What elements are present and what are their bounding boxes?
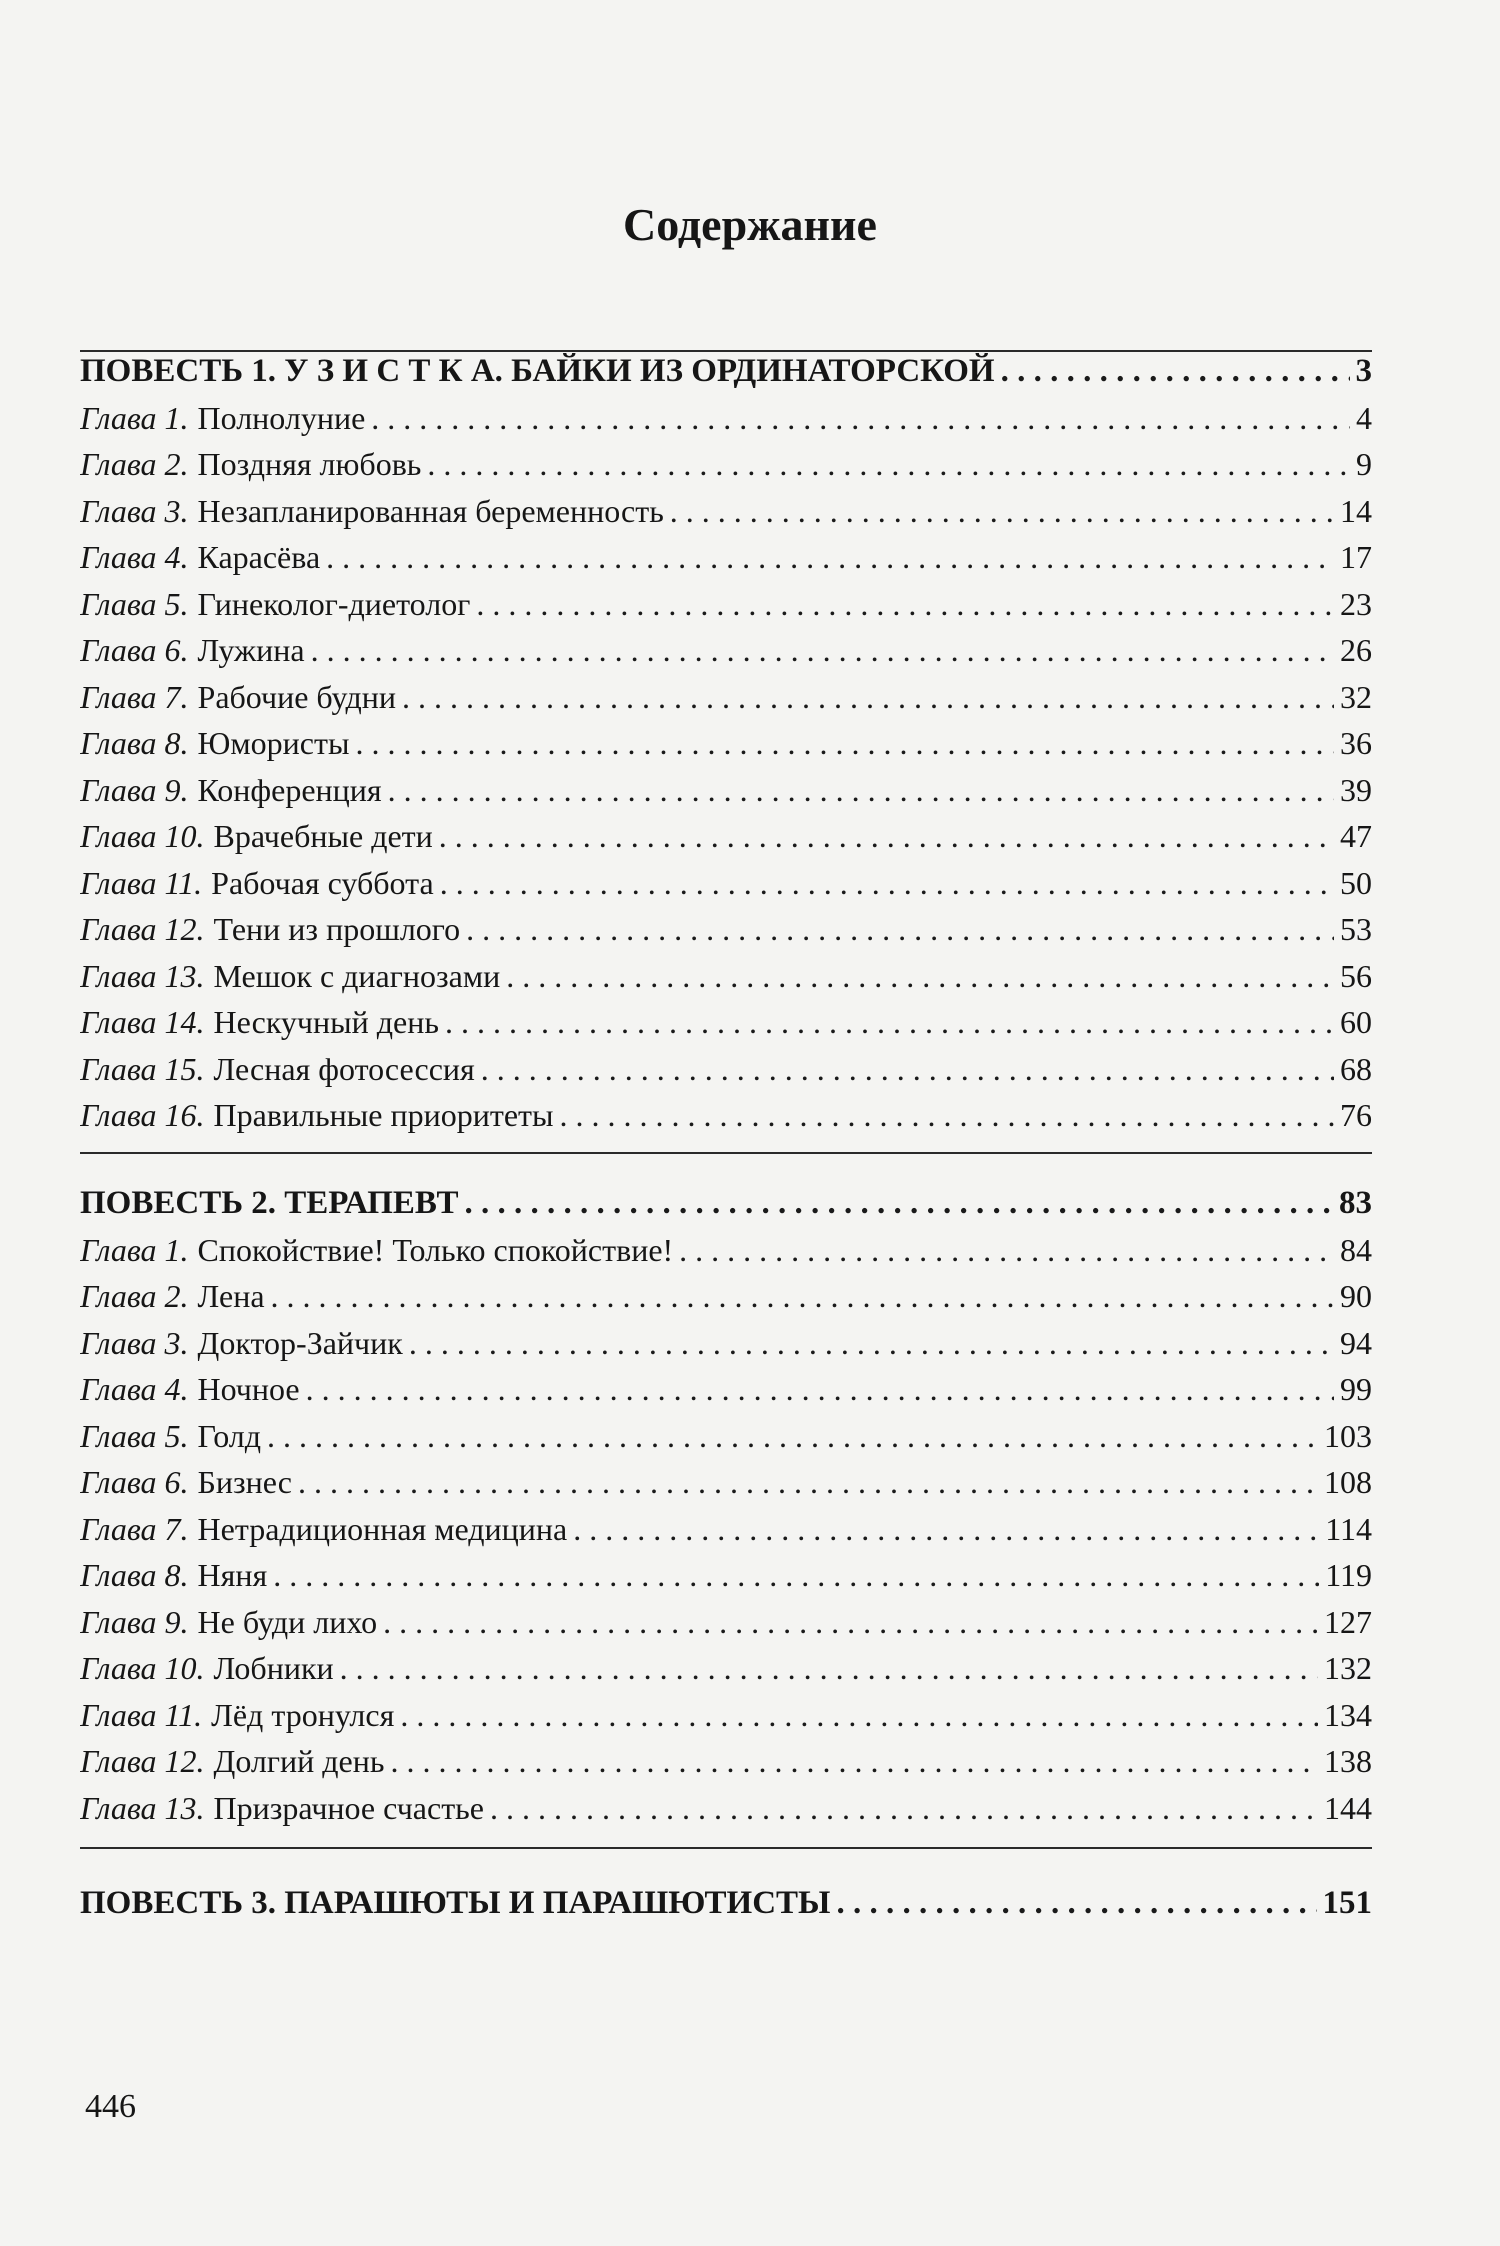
leader-dots: [355, 720, 1334, 767]
chapter-page: 14: [1340, 492, 1372, 529]
chapter-prefix: Глава 11.: [80, 864, 203, 901]
part-heading-row: [80, 1880, 1372, 1927]
chapter-title: Голд: [197, 1417, 262, 1454]
chapter-title: Полнолуние: [197, 399, 366, 436]
chapter-title: Лесная фотосессия: [213, 1050, 475, 1087]
chapter-title: Поздняя любовь: [197, 446, 422, 482]
chapter-prefix: Глава 4.: [80, 1371, 189, 1407]
chapter-page: 99: [1340, 1371, 1372, 1407]
chapter-title: Рабочая суббота: [211, 864, 434, 901]
chapter-title: Ночное: [197, 1371, 300, 1407]
leader-dots: [679, 1227, 1334, 1274]
chapter-title: Незапланированная беременность: [197, 492, 664, 529]
leader-dots: [506, 953, 1334, 1000]
chapter-row: [80, 906, 1372, 953]
chapter-title: Юмористы: [197, 725, 350, 761]
chapter-page: 60: [1340, 1004, 1372, 1040]
chapter-prefix: Глава 2.: [80, 446, 189, 482]
chapter-row: [80, 674, 1372, 721]
part-heading-row: [80, 1180, 1372, 1227]
chapter-row: [80, 627, 1372, 674]
leader-dots: [306, 1366, 1334, 1413]
chapter-title: Призрачное счастье: [213, 1789, 484, 1826]
chapter-prefix: Глава 10.: [80, 818, 205, 854]
chapter-page: 144: [1324, 1789, 1372, 1826]
chapter-page: 119: [1325, 1557, 1372, 1593]
chapter-row: [80, 767, 1372, 814]
chapter-row: [80, 1785, 1372, 1832]
chapter-page: 56: [1340, 957, 1372, 994]
chapter-prefix: Глава 8.: [80, 1557, 189, 1593]
leader-dots: [1001, 348, 1350, 395]
chapter-title: Конференция: [197, 771, 382, 808]
chapter-title: Нетрадиционная медицина: [197, 1510, 568, 1547]
leader-dots: [481, 1046, 1334, 1093]
chapter-title: Тени из прошлого: [213, 911, 461, 947]
chapter-prefix: Глава 1.: [80, 1231, 189, 1268]
leader-dots: [383, 1599, 1318, 1646]
chapter-prefix: Глава 14.: [80, 1004, 205, 1040]
chapter-row: [80, 1552, 1372, 1599]
part-heading-row: [80, 348, 1372, 395]
chapter-page: 47: [1340, 818, 1372, 854]
leader-dots: [273, 1552, 1319, 1599]
chapter-prefix: Глава 12.: [80, 911, 205, 947]
leader-dots: [402, 674, 1334, 721]
leader-dots: [670, 488, 1334, 535]
chapter-prefix: Глава 7.: [80, 1510, 189, 1547]
part-page: 151: [1322, 1885, 1372, 1921]
chapter-title: Мешок с диагнозами: [213, 957, 501, 994]
chapter-page: 90: [1340, 1278, 1372, 1314]
chapter-page: 53: [1340, 911, 1372, 947]
chapter-title: Карасёва: [197, 539, 321, 575]
chapter-page: 36: [1340, 725, 1372, 761]
divider: [80, 1152, 1372, 1154]
chapter-row: [80, 1645, 1372, 1692]
leader-dots: [560, 1092, 1335, 1139]
chapter-title: Лужина: [197, 632, 305, 668]
chapter-page: 9: [1356, 446, 1372, 482]
leader-dots: [371, 395, 1350, 442]
chapter-prefix: Глава 1.: [80, 399, 189, 436]
chapter-page: 39: [1340, 771, 1372, 808]
chapter-page: 103: [1324, 1417, 1372, 1454]
chapter-prefix: Глава 3.: [80, 1324, 189, 1361]
toc-part-1: [80, 348, 1372, 1139]
chapter-prefix: Глава 6.: [80, 632, 189, 668]
leader-dots: [311, 627, 1334, 674]
chapter-row: [80, 1273, 1372, 1320]
chapter-row: [80, 1227, 1372, 1274]
chapter-row: [80, 720, 1372, 767]
chapter-page: 84: [1340, 1231, 1372, 1268]
chapter-page: 132: [1324, 1650, 1372, 1686]
chapter-prefix: Глава 2.: [80, 1278, 189, 1314]
leader-dots: [409, 1320, 1334, 1367]
leader-dots: [267, 1413, 1318, 1460]
chapter-page: 94: [1340, 1324, 1372, 1361]
chapter-title: Нескучный день: [213, 1004, 439, 1040]
chapter-page: 134: [1324, 1696, 1372, 1733]
chapter-prefix: Глава 5.: [80, 585, 189, 622]
chapter-page: 26: [1340, 632, 1372, 668]
chapter-row: [80, 1366, 1372, 1413]
toc-part-2: [80, 1180, 1372, 1831]
chapter-prefix: Глава 10.: [80, 1650, 205, 1686]
leader-dots: [476, 581, 1334, 628]
chapter-prefix: Глава 3.: [80, 492, 189, 529]
chapter-prefix: Глава 5.: [80, 1417, 189, 1454]
chapter-title: Не буди лихо: [197, 1603, 378, 1640]
leader-dots: [440, 860, 1334, 907]
chapter-title: Доктор-Зайчик: [197, 1324, 403, 1361]
chapter-prefix: Глава 16.: [80, 1097, 205, 1133]
chapter-row: [80, 860, 1372, 907]
chapter-prefix: Глава 9.: [80, 1603, 189, 1640]
chapter-row: [80, 395, 1372, 442]
chapter-prefix: Глава 9.: [80, 771, 189, 808]
part-heading: ПОВЕСТЬ 1. У З И С Т К А. БАЙКИ ИЗ ОРДИНАТОРСКОЙ: [80, 353, 995, 389]
chapter-page: 68: [1340, 1050, 1372, 1087]
chapter-row: [80, 581, 1372, 628]
chapter-row: [80, 953, 1372, 1000]
part-page: 83: [1339, 1185, 1372, 1221]
leader-dots: [439, 813, 1334, 860]
chapter-row: [80, 1692, 1372, 1739]
leader-dots: [836, 1880, 1316, 1927]
chapter-title: Лобники: [213, 1650, 334, 1686]
chapter-row: [80, 1459, 1372, 1506]
leader-dots: [573, 1506, 1319, 1553]
page-title: Содержание: [623, 199, 877, 250]
chapter-prefix: Глава 15.: [80, 1050, 205, 1087]
chapter-row: [80, 488, 1372, 535]
part-heading: ПОВЕСТЬ 2. ТЕРАПЕВТ: [80, 1185, 459, 1221]
chapter-page: 17: [1340, 539, 1372, 575]
chapter-page: 4: [1356, 399, 1372, 436]
chapter-row: [80, 1599, 1372, 1646]
toc-part-3: [80, 1880, 1372, 1927]
chapter-title: Правильные приоритеты: [213, 1097, 554, 1133]
leader-dots: [326, 534, 1334, 581]
part-heading: ПОВЕСТЬ 3. ПАРАШЮТЫ И ПАРАШЮТИСТЫ: [80, 1885, 831, 1921]
chapter-prefix: Глава 11.: [80, 1696, 203, 1733]
chapter-prefix: Глава 13.: [80, 1789, 205, 1826]
chapter-page: 50: [1340, 864, 1372, 901]
leader-dots: [298, 1459, 1318, 1506]
chapter-page: 108: [1324, 1464, 1372, 1500]
chapter-prefix: Глава 4.: [80, 539, 189, 575]
chapter-prefix: Глава 13.: [80, 957, 205, 994]
chapter-title: Спокойствие! Только спокойствие!: [197, 1231, 674, 1268]
chapter-page: 127: [1324, 1603, 1372, 1640]
chapter-title: Бизнес: [197, 1464, 292, 1500]
chapter-row: [80, 534, 1372, 581]
leader-dots: [490, 1785, 1318, 1832]
chapter-row: [80, 1320, 1372, 1367]
chapter-prefix: Глава 7.: [80, 678, 189, 715]
chapter-title: Долгий день: [213, 1743, 385, 1779]
chapter-prefix: Глава 8.: [80, 725, 189, 761]
chapter-title: Лёд тронулся: [211, 1696, 395, 1733]
chapter-title: Врачебные дети: [213, 818, 433, 854]
leader-dots: [466, 906, 1334, 953]
chapter-row: [80, 1046, 1372, 1093]
chapter-title: Няня: [197, 1557, 268, 1593]
chapter-page: 32: [1340, 678, 1372, 715]
leader-dots: [427, 441, 1350, 488]
chapter-row: [80, 1506, 1372, 1553]
chapter-prefix: Глава 6.: [80, 1464, 189, 1500]
chapter-title: Гинеколог-диетолог: [197, 585, 471, 622]
chapter-page: 114: [1325, 1510, 1372, 1547]
leader-dots: [465, 1180, 1333, 1227]
leader-dots: [340, 1645, 1318, 1692]
chapter-page: 138: [1324, 1743, 1372, 1779]
part-page: 3: [1355, 353, 1372, 389]
leader-dots: [388, 767, 1334, 814]
chapter-page: 23: [1340, 585, 1372, 622]
chapter-row: [80, 999, 1372, 1046]
chapter-list: [80, 395, 1372, 1139]
chapter-row: [80, 1413, 1372, 1460]
chapter-row: [80, 813, 1372, 860]
divider: [80, 1847, 1372, 1849]
leader-dots: [400, 1692, 1318, 1739]
chapter-row: [80, 1738, 1372, 1785]
leader-dots: [445, 999, 1334, 1046]
leader-dots: [271, 1273, 1334, 1320]
chapter-row: [80, 1092, 1372, 1139]
chapter-title: Рабочие будни: [197, 678, 396, 715]
chapter-page: 76: [1340, 1097, 1372, 1133]
chapter-row: [80, 441, 1372, 488]
leader-dots: [390, 1738, 1318, 1785]
chapter-prefix: Глава 12.: [80, 1743, 205, 1779]
chapter-title: Лена: [197, 1278, 265, 1314]
chapter-list: [80, 1227, 1372, 1832]
page-number: 446: [85, 2088, 136, 2125]
